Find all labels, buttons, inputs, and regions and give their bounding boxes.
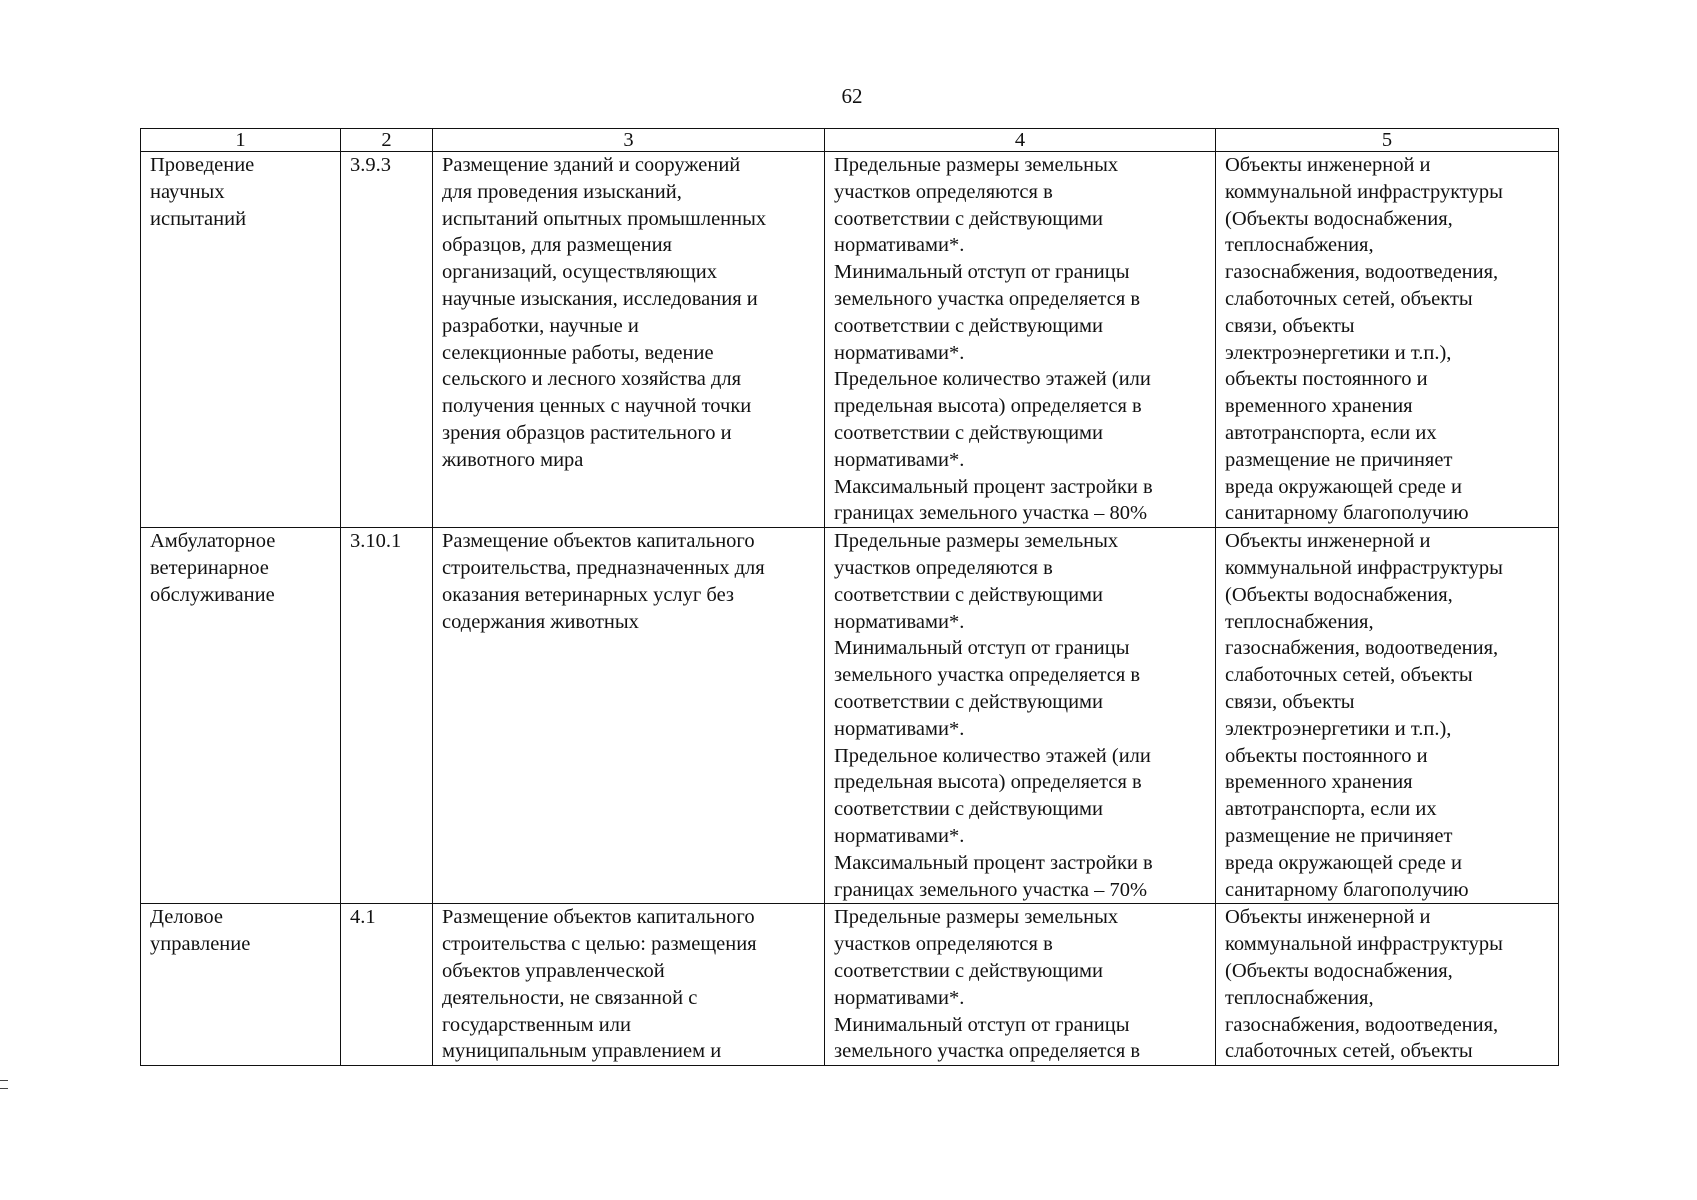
cell-line: Амбулаторное <box>150 530 276 553</box>
auxiliary-uses-cell <box>1216 904 1559 1066</box>
use-description-cell <box>433 152 825 528</box>
cell-line: соответствии с действующими <box>834 314 1103 337</box>
cell-line: соответствии с действующими <box>834 583 1103 606</box>
cell-line: образцов, для размещения <box>442 234 672 257</box>
cell-line: управление <box>150 933 251 956</box>
cell-line: земельного участка определяется в <box>834 1040 1141 1063</box>
column-number-2: 2 <box>341 129 433 152</box>
cell-line: зрения образцов растительного и <box>442 421 732 444</box>
cell-line: нормативами*. <box>834 234 965 257</box>
land-use-table <box>140 128 1559 1066</box>
column-number-5: 5 <box>1216 129 1559 152</box>
parameters-cell <box>825 528 1216 904</box>
table-row <box>141 904 1559 1066</box>
page-number: 62 <box>841 84 863 108</box>
cell-line: нормативами*. <box>834 986 965 1009</box>
cell-line: животного мира <box>442 448 584 471</box>
cell-line: размещение не причиняет <box>1225 448 1453 471</box>
table-row <box>141 152 1559 528</box>
cell-line: санитарному благополучию <box>1225 878 1469 901</box>
cell-line: Размещение зданий и сооружений <box>442 154 741 176</box>
cell-line: временного хранения <box>1225 395 1413 418</box>
cell-line: земельного участка определяется в <box>834 664 1141 687</box>
parameters-cell <box>825 904 1216 1066</box>
cell-line: вреда окружающей среде и <box>1225 475 1462 498</box>
cell-line: участков определяются в <box>834 180 1053 203</box>
cell-line: слаботочных сетей, объекты <box>1225 287 1473 310</box>
cell-line: нормативами*. <box>834 824 965 847</box>
cell-line: получения ценных с научной точки <box>442 395 752 418</box>
cell-line: (Объекты водоснабжения, <box>1225 959 1453 982</box>
cell-line: Предельное количество этажей (или <box>834 368 1151 391</box>
cell-line: (Объекты водоснабжения, <box>1225 207 1453 230</box>
cell-line: газоснабжения, водоотведения, <box>1225 261 1499 284</box>
cell-line: Предельные размеры земельных <box>834 154 1119 176</box>
cell-line: муниципальным управлением и <box>442 1040 722 1063</box>
cell-line: сельского и лесного хозяйства для <box>442 368 742 391</box>
cell-line: соответствии с действующими <box>834 421 1103 444</box>
cell-line: Минимальный отступ от границы <box>834 261 1130 284</box>
cell-line: границах земельного участка – 80% <box>834 502 1148 525</box>
use-code-cell: 3.9.3 <box>341 152 433 528</box>
cell-line: строительства, предназначенных для <box>442 556 765 579</box>
cell-line: соответствии с действующими <box>834 798 1103 821</box>
column-number-3: 3 <box>433 129 825 152</box>
scan-edge-mark <box>0 1080 8 1089</box>
cell-line: временного хранения <box>1225 771 1413 794</box>
auxiliary-uses-cell <box>1216 528 1559 904</box>
use-code-cell: 4.1 <box>341 904 433 1066</box>
cell-line: ветеринарное <box>150 556 269 579</box>
cell-line: Минимальный отступ от границы <box>834 1013 1130 1036</box>
cell-line: государственным или <box>442 1013 631 1036</box>
use-description-cell <box>433 904 825 1066</box>
cell-line: нормативами*. <box>834 717 965 740</box>
cell-line: деятельности, не связанной с <box>442 986 698 1009</box>
cell-line: для проведения изысканий, <box>442 180 682 203</box>
cell-line: предельная высота) определяется в <box>834 771 1142 794</box>
use-name-cell <box>141 528 341 904</box>
cell-line: слаботочных сетей, объекты <box>1225 1040 1473 1063</box>
cell-line: Предельное количество этажей (или <box>834 744 1151 767</box>
cell-line: санитарному благополучию <box>1225 502 1469 525</box>
cell-line: Максимальный процент застройки в <box>834 851 1153 874</box>
cell-line: содержания животных <box>442 610 639 633</box>
cell-line: предельная высота) определяется в <box>834 395 1142 418</box>
cell-line: оказания ветеринарных услуг без <box>442 583 735 606</box>
parameters-cell <box>825 152 1216 528</box>
cell-line: коммунальной инфраструктуры <box>1225 556 1503 579</box>
cell-line: нормативами*. <box>834 448 965 471</box>
cell-line: нормативами*. <box>834 610 965 633</box>
cell-line: (Объекты водоснабжения, <box>1225 583 1453 606</box>
use-description-cell <box>433 528 825 904</box>
cell-line: испытаний опытных промышленных <box>442 207 767 230</box>
cell-line: объекты постоянного и <box>1225 744 1428 767</box>
use-name-cell <box>141 904 341 1066</box>
column-number-4: 4 <box>825 129 1216 152</box>
cell-line: испытаний <box>150 207 247 230</box>
cell-line: организаций, осуществляющих <box>442 261 717 284</box>
cell-line: теплоснабжения, <box>1225 986 1374 1009</box>
cell-line: Проведение <box>150 154 255 176</box>
cell-line: коммунальной инфраструктуры <box>1225 933 1503 956</box>
cell-line: Предельные размеры земельных <box>834 530 1119 553</box>
cell-line: газоснабжения, водоотведения, <box>1225 637 1499 660</box>
cell-line: объектов управленческой <box>442 959 665 982</box>
cell-line: обслуживание <box>150 583 275 606</box>
table-row <box>141 528 1559 904</box>
use-code-cell: 3.10.1 <box>341 528 433 904</box>
column-number-1: 1 <box>141 129 341 152</box>
cell-line: Объекты инженерной и <box>1225 154 1431 176</box>
header-row <box>141 129 1559 152</box>
cell-line: участков определяются в <box>834 933 1053 956</box>
cell-line: автотранспорта, если их <box>1225 421 1437 444</box>
cell-line: Предельные размеры земельных <box>834 906 1119 929</box>
cell-line: связи, объекты <box>1225 314 1355 337</box>
cell-line: научные изыскания, исследования и <box>442 287 758 310</box>
cell-line: размещение не причиняет <box>1225 824 1453 847</box>
cell-line: теплоснабжения, <box>1225 234 1374 257</box>
cell-line: селекционные работы, ведение <box>442 341 714 364</box>
use-name-cell <box>141 152 341 528</box>
cell-line: электроэнергетики и т.п.), <box>1225 717 1452 740</box>
cell-line: Размещение объектов капитального <box>442 530 755 553</box>
cell-line: теплоснабжения, <box>1225 610 1374 633</box>
cell-line: Размещение объектов капитального <box>442 906 755 929</box>
cell-line: электроэнергетики и т.п.), <box>1225 341 1452 364</box>
cell-line: соответствии с действующими <box>834 959 1103 982</box>
cell-line: границах земельного участка – 70% <box>834 878 1148 901</box>
cell-line: объекты постоянного и <box>1225 368 1428 391</box>
cell-line: научных <box>150 180 225 203</box>
cell-line: Деловое <box>150 906 223 929</box>
cell-line: строительства с целью: размещения <box>442 933 757 956</box>
cell-line: вреда окружающей среде и <box>1225 851 1462 874</box>
cell-line: связи, объекты <box>1225 690 1355 713</box>
cell-line: Максимальный процент застройки в <box>834 475 1153 498</box>
cell-line: автотранспорта, если их <box>1225 798 1437 821</box>
cell-line: участков определяются в <box>834 556 1053 579</box>
cell-line: нормативами*. <box>834 341 965 364</box>
cell-line: разработки, научные и <box>442 314 639 337</box>
cell-line: соответствии с действующими <box>834 207 1103 230</box>
cell-line: слаботочных сетей, объекты <box>1225 664 1473 687</box>
cell-line: коммунальной инфраструктуры <box>1225 180 1503 203</box>
cell-line: Объекты инженерной и <box>1225 906 1431 929</box>
cell-line: Объекты инженерной и <box>1225 530 1431 553</box>
cell-line: земельного участка определяется в <box>834 287 1141 310</box>
cell-line: газоснабжения, водоотведения, <box>1225 1013 1499 1036</box>
cell-line: Минимальный отступ от границы <box>834 637 1130 660</box>
cell-line: соответствии с действующими <box>834 690 1103 713</box>
auxiliary-uses-cell <box>1216 152 1559 528</box>
